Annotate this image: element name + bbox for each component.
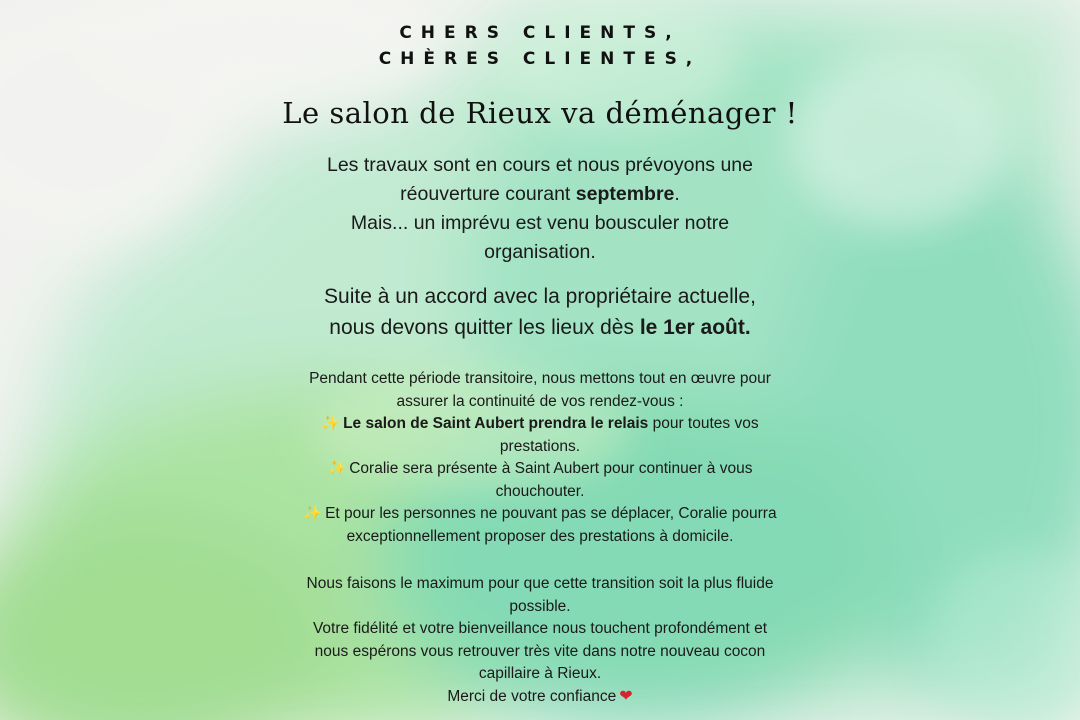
sparkles-icon: ✨ — [321, 415, 341, 432]
notice-paragraph — [240, 281, 840, 343]
list-item-continuation: prestations. — [499, 437, 581, 455]
intro-line: organisation. — [484, 241, 596, 263]
notice-date: le 1er août. — [639, 316, 751, 339]
closing-paragraph — [250, 573, 830, 708]
transition-line: assurer la continuité de vos rendez-vous : — [396, 392, 684, 410]
intro-paragraph — [240, 151, 840, 267]
intro-line: Les travaux sont en cours et nous prévoyons une — [326, 154, 753, 176]
intro-text: . — [674, 183, 680, 205]
list-item-text: Et pour les personnes ne pouvant pas se déplacer, Coralie pourra — [325, 505, 777, 522]
thanks-text: Merci de votre confiance — [447, 687, 617, 705]
greeting-line-1: CHERS CLIENTS, — [399, 23, 681, 43]
transition-paragraph — [250, 368, 830, 548]
headline: Le salon de Rieux va déménager ! — [282, 96, 798, 130]
list-item-continuation: chouchouter. — [495, 482, 585, 500]
notice-line — [240, 312, 840, 343]
intro-emphasis: septembre — [575, 183, 675, 205]
closing-line: possible. — [509, 597, 571, 615]
red-heart-icon: ❤ — [619, 687, 633, 705]
list-item — [250, 458, 830, 481]
intro-text: réouverture courant — [400, 183, 576, 205]
list-item-continuation: exceptionnellement proposer des prestations à domicile. — [346, 527, 734, 545]
notice-line: Suite à un accord avec la propriétaire actuelle, — [324, 285, 756, 308]
closing-line: Nous faisons le maximum pour que cette transition soit la plus fluide — [306, 575, 774, 592]
list-item-text: Coralie sera présente à Saint Aubert pour continuer à vous — [349, 460, 753, 477]
transition-line: Pendant cette période transitoire, nous mettons tout en œuvre pour — [309, 370, 771, 387]
intro-line: Mais... un imprévu est venu bousculer notre — [350, 212, 730, 234]
closing-line: Votre fidélité et votre bienveillance nous touchent profondément et — [312, 620, 768, 637]
closing-line — [250, 686, 830, 709]
sparkles-icon: ✨ — [327, 460, 347, 477]
sparkles-icon: ✨ — [303, 505, 323, 522]
closing-line: capillaire à Rieux. — [478, 665, 602, 682]
list-item-text: pour toutes vos — [648, 415, 759, 432]
notice-text: nous devons quitter les lieux dès — [329, 316, 640, 339]
list-item-emphasis: Le salon de Saint Aubert prendra le relais — [343, 415, 649, 432]
list-item — [250, 503, 830, 526]
closing-line: nous espérons vous retrouver très vite dans notre nouveau cocon — [314, 642, 766, 660]
list-item — [250, 413, 830, 436]
intro-line — [240, 180, 840, 209]
greeting-line-2: CHÈRES CLIENTES, — [378, 49, 702, 69]
